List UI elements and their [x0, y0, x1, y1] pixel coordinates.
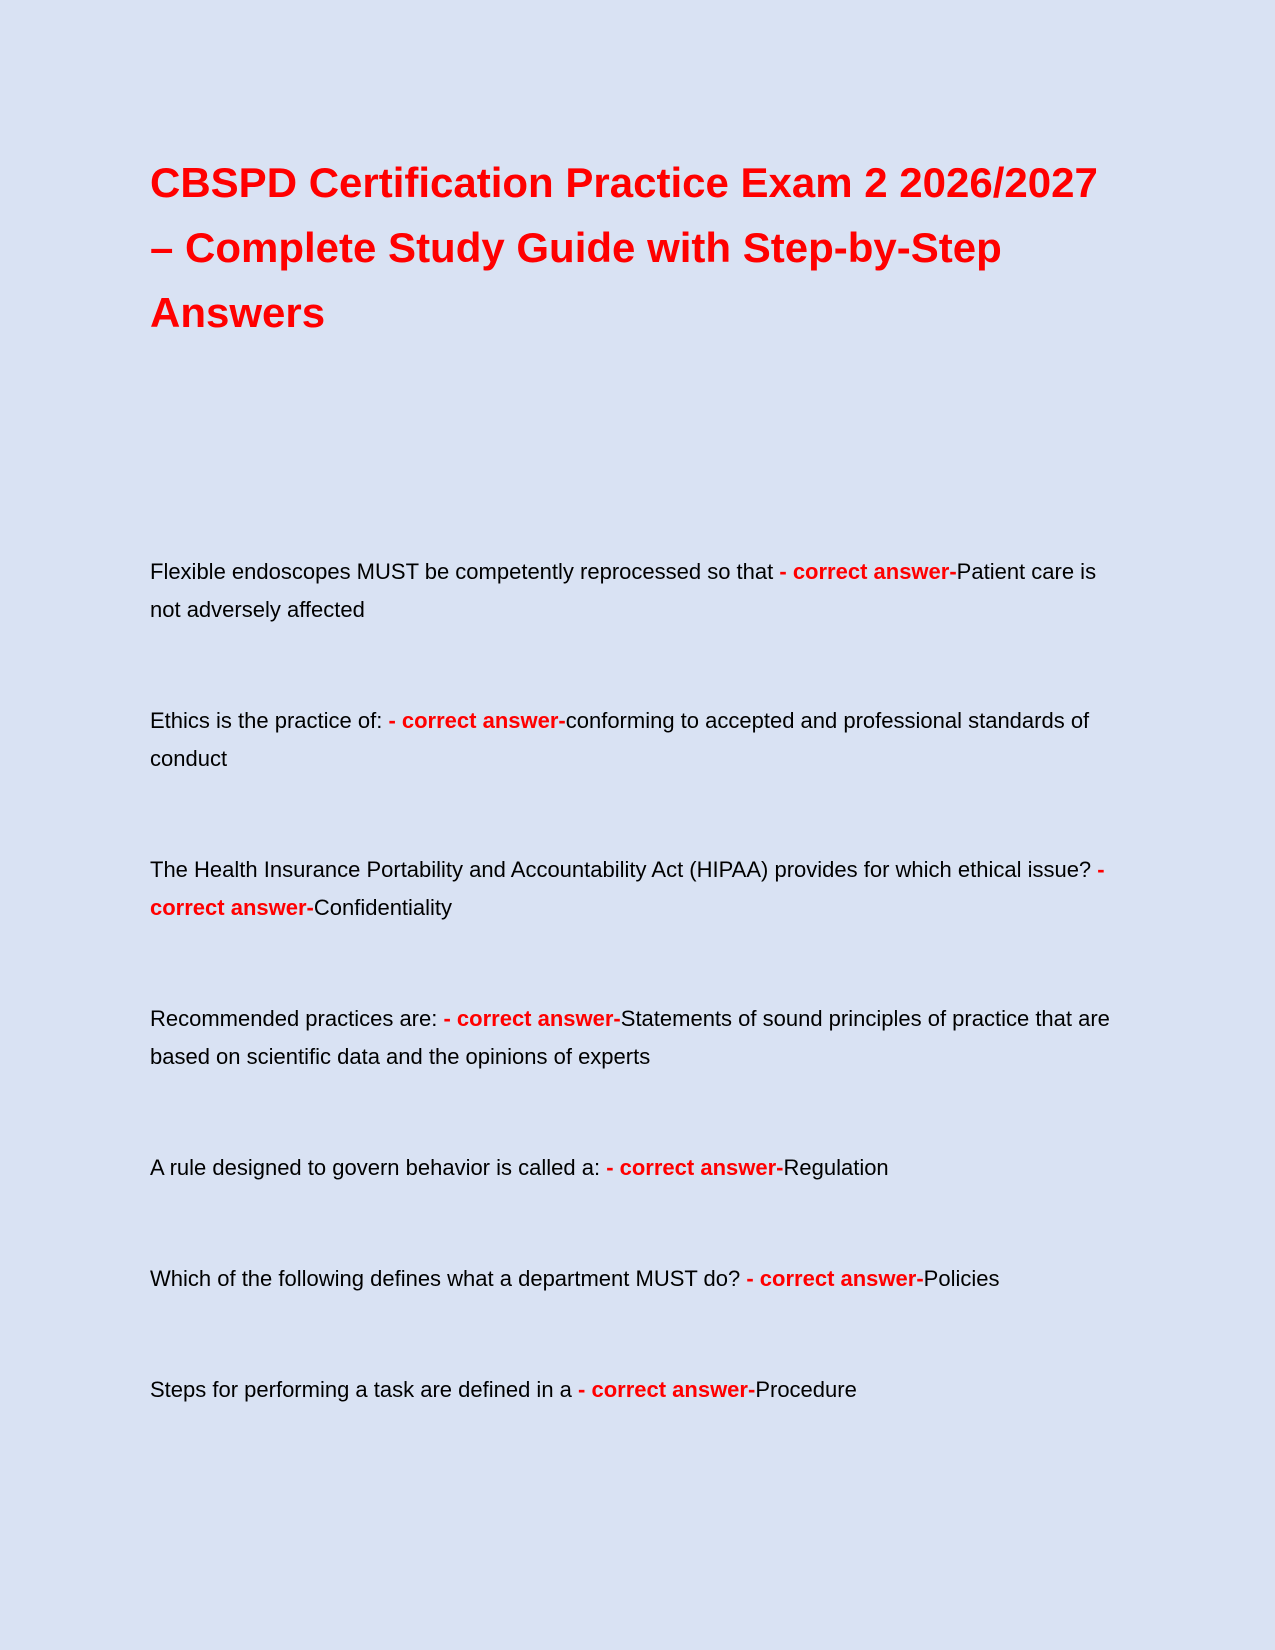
question-list	[150, 553, 1115, 1482]
question-text: Recommended practices are:	[150, 1006, 438, 1031]
document-title: CBSPD Certification Practice Exam 2 2026/2027 – Complete Study Guide with Step-by-Step Answers	[150, 159, 1098, 336]
answer-text: Policies	[923, 1266, 1000, 1291]
document-header	[150, 150, 1115, 345]
correct-answer-marker: - correct answer-	[437, 1006, 621, 1031]
question-text: Steps for performing a task are defined in a	[150, 1377, 572, 1402]
qa-item	[150, 1371, 1115, 1409]
question-text: Ethics is the practice of:	[150, 708, 383, 733]
question-text: A rule designed to govern behavior is called a:	[150, 1155, 601, 1180]
qa-item	[150, 553, 1115, 629]
correct-answer-marker: - correct answer-	[600, 1155, 784, 1180]
answer-text: Confidentiality	[313, 895, 453, 920]
question-text: Which of the following defines what a department MUST do?	[150, 1266, 741, 1291]
qa-item	[150, 1260, 1115, 1298]
answer-text: Regulation	[783, 1155, 889, 1180]
correct-answer-marker: - correct answer-	[773, 559, 957, 584]
answer-text: Patient care is not adversely affected	[150, 559, 1097, 622]
correct-answer-marker: - correct answer-	[571, 1377, 756, 1402]
question-text: Flexible endoscopes MUST be competently reprocessed so that	[150, 559, 774, 584]
correct-answer-marker: - correct answer-	[382, 708, 566, 733]
qa-item	[150, 702, 1115, 778]
correct-answer-marker: - correct answer-	[150, 857, 1105, 920]
answer-text: conforming to accepted and professional standards of conduct	[150, 708, 1090, 771]
correct-answer-marker: - correct answer-	[740, 1266, 924, 1291]
qa-item	[150, 1000, 1115, 1076]
answer-text: Procedure	[755, 1377, 857, 1402]
answer-text: Statements of sound principles of practice that are based on scientific data and the opinions of experts	[150, 1006, 1110, 1069]
question-text: The Health Insurance Portability and Accountability Act (HIPAA) provides for which ethical issue?	[150, 857, 1092, 882]
qa-item	[150, 851, 1115, 927]
qa-item	[150, 1149, 1115, 1187]
